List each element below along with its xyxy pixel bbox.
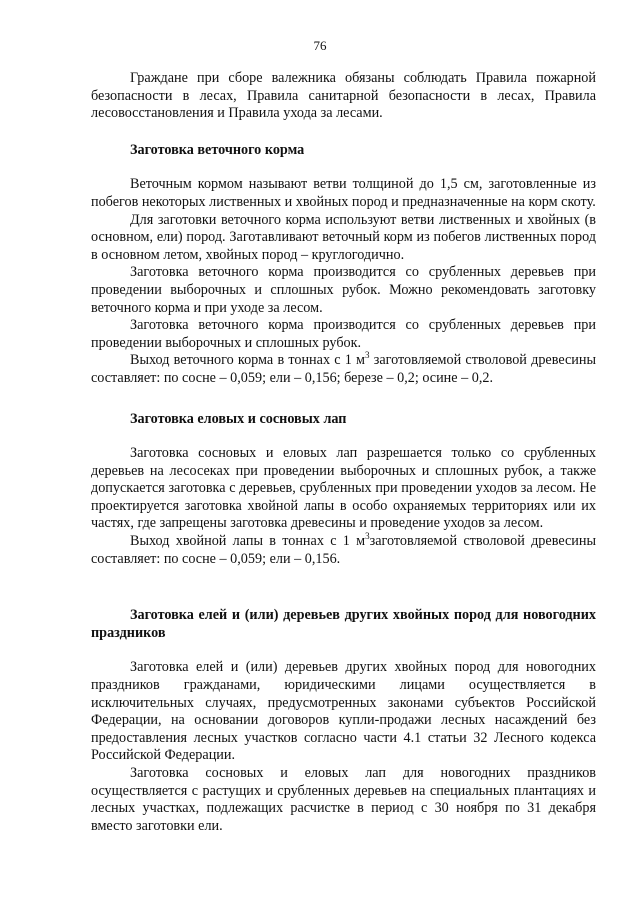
new-year-paragraph-1: Заготовка елей и (или) деревьев других хвойных пород для новогодних праздников гражданами, юридическими лицами осуществляется в исключительных случаях, предусмотренных законами субъектов Российской Федерации, на основании договоров купли-продажи лесных насаждений без предоставления лесных участков согласно части 4.1 статьи 32 Лесного кодекса Российской Федерации. [91, 659, 596, 764]
cubic-superscript: 3 [365, 531, 370, 542]
page-number: 76 [313, 38, 327, 53]
boughs-yield-text-start: Выход хвойной лапы в тоннах с 1 м [130, 533, 366, 550]
branch-fodder-yield-text-end: заготовляемой стволовой древесины составляет: по сосне – 0,059; ели – 0,156; березе – 0,2; осине – 0,2. [91, 352, 596, 386]
section-heading-new-year: Заготовка елей и (или) деревьев других хвойных пород для новогодних праздников [91, 607, 596, 641]
section-heading-branch-fodder: Заготовка веточного корма [130, 141, 305, 158]
branch-fodder-yield-text-start: Выход веточного корма в тоннах с 1 м [130, 352, 366, 369]
boughs-yield-paragraph [91, 533, 596, 568]
branch-fodder-paragraph-4: Заготовка веточного корма производится со срубленных деревьев при проведении выборочных и сплошных рубок. [91, 317, 596, 351]
boughs-yield-text-end: заготовляемой стволовой древесины составляет: по сосне – 0,059; ели – 0,156. [91, 533, 596, 567]
cubic-superscript: 3 [365, 350, 370, 361]
branch-fodder-paragraph-2: Для заготовки веточного корма используют ветви лиственных и хвойных (в основном, ели) пород. Заготавливают веточный корм из побегов лиственных пород в основном летом, хвойных пород – круглогодично. [91, 211, 596, 263]
boughs-paragraph-1: Заготовка сосновых и еловых лап разрешается только со срубленных деревьев на лесосеках при проведении выборочных и сплошных рубок, а также допускается заготовка с деревьев, срубленных при проведении уходов за лесом. Не проектируется заготовка хвойной лапы в особо охраняемых территориях или их частях, где запрещены заготовка древесины и проведение уходов за лесом. [91, 445, 596, 532]
section-heading-boughs: Заготовка еловых и сосновых лап [130, 410, 347, 427]
branch-fodder-paragraph-3: Заготовка веточного корма производится со срубленных деревьев при проведении выборочных и сплошных рубок. Можно рекомендовать заготовку веточного корма и при уходе за лесом. [91, 264, 596, 316]
new-year-paragraph-2: Заготовка сосновых и еловых лап для новогодних праздников осуществляется с растущих и срубленных деревьев на специальных плантациях и лесных участках, подлежащих расчистке в период с 30 ноября по 31 декабря вместо заготовки ели. [91, 765, 596, 834]
branch-fodder-yield-paragraph [91, 352, 596, 387]
branch-fodder-paragraph-1: Веточным кормом называют ветви толщиной до 1,5 см, заготовленные из побегов некоторых лиственных и хвойных пород и предназначенные на корм скоту. [91, 176, 596, 210]
intro-paragraph: Граждане при сборе валежника обязаны соблюдать Правила пожарной безопасности в лесах, Правила санитарной безопасности в лесах, Правила лесовосстановления и Правила ухода за лесами. [91, 70, 596, 122]
page-content [91, 70, 596, 835]
